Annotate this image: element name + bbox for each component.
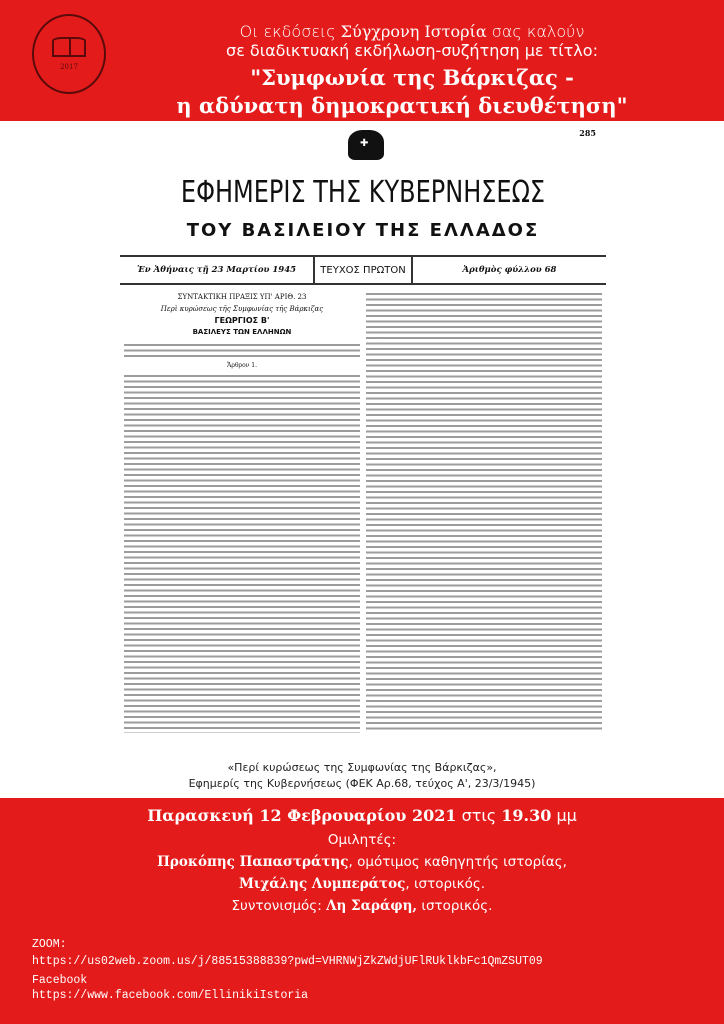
facebook-link[interactable]: https://www.facebook.com/EllinikiIstoria: [32, 989, 309, 1002]
left-column: [124, 291, 360, 745]
masthead: ΕΦΗΜΕΡΙΣ ΤΗΣ ΚΥΒΕΡΝΗΣΕΩΣ: [180, 175, 546, 210]
king-title: ΒΑΣΙΛΕΥΣ ΤΩΝ ΕΛΛΗΝΩΝ: [192, 328, 292, 336]
royal-crest-icon: [348, 130, 384, 160]
body-text: [124, 342, 360, 358]
article-heading: Ἄρθρον 1.: [227, 362, 257, 369]
invite-line-2: σε διαδικτυακή εκδήλωση-συζήτηση με τίτλο:: [226, 41, 598, 60]
event-title-1: "Συμφωνία της Βάρκιζας -: [250, 65, 574, 90]
body-text: [366, 291, 602, 731]
body-text: [124, 373, 360, 733]
scan-caption: «Περί κυρώσεως της Συμφωνίας της Βάρκιζας», Εφημερίς της Κυβερνήσεως (ΦΕΚ Αρ.68, τεύχος Α', 23/3/1945): [188, 761, 536, 790]
act-heading: ΣΥΝΤΑΚΤΙΚΗ ΠΡΑΞΙΣ ΥΠ' ΑΡΙΘ. 23: [177, 293, 307, 301]
issue-date: Ἐν Ἀθήναις τῇ 23 Μαρτίου 1945: [136, 265, 297, 275]
speaker-2: Μιχάλης Λυμπεράτος, ιστορικός.: [238, 876, 486, 892]
event-details: [0, 798, 724, 1024]
facebook-label: Facebook: [32, 974, 88, 987]
sheet-number: Ἀριθμὸς φύλλου 68: [462, 265, 557, 275]
event-datetime: Παρασκευή 12 Φεβρουαρίου 2021 στις 19.30 μμ: [147, 806, 577, 825]
king-name: ΓΕΩΡΓΙΟΣ Β': [214, 316, 270, 325]
event-title-2: η αδύνατη δημοκρατική διευθέτηση": [176, 93, 628, 118]
newspaper-scan: [120, 125, 606, 745]
page-number: 285: [579, 128, 596, 138]
publisher-logo: 2017: [32, 14, 106, 94]
issue-type: ΤΕΥΧΟΣ ΠΡΩΤΟΝ: [313, 257, 413, 283]
zoom-label: ZOOM:: [32, 938, 67, 951]
speakers-label: Ομιλητές:: [327, 832, 397, 848]
issue-info-bar: [120, 255, 606, 285]
masthead-subtitle: ΤΟΥ ΒΑΣΙΛΕΙΟΥ ΤΗΣ ΕΛΛΑΔΟΣ: [186, 220, 540, 241]
invite-line-1: Οι εκδόσεις Σύγχρονη Ιστορία σας καλούν: [239, 22, 585, 41]
book-icon: [52, 37, 86, 57]
act-title: Περὶ κυρώσεως τῆς Συμφωνίας τῆς Βάρκιζας: [160, 305, 324, 313]
moderator: Συντονισμός: Λη Σαράφη, ιστορικός.: [231, 898, 493, 914]
zoom-link[interactable]: https://us02web.zoom.us/j/88515388839?pwd=VHRNWjZkZWdjUFlRUklkbFc1QmZSUT09: [32, 955, 543, 968]
speaker-1: Προκόπης Παπαστράτης, ομότιμος καθηγητής ιστορίας,: [157, 854, 567, 870]
right-column: [366, 291, 602, 745]
header-banner: [0, 0, 724, 121]
